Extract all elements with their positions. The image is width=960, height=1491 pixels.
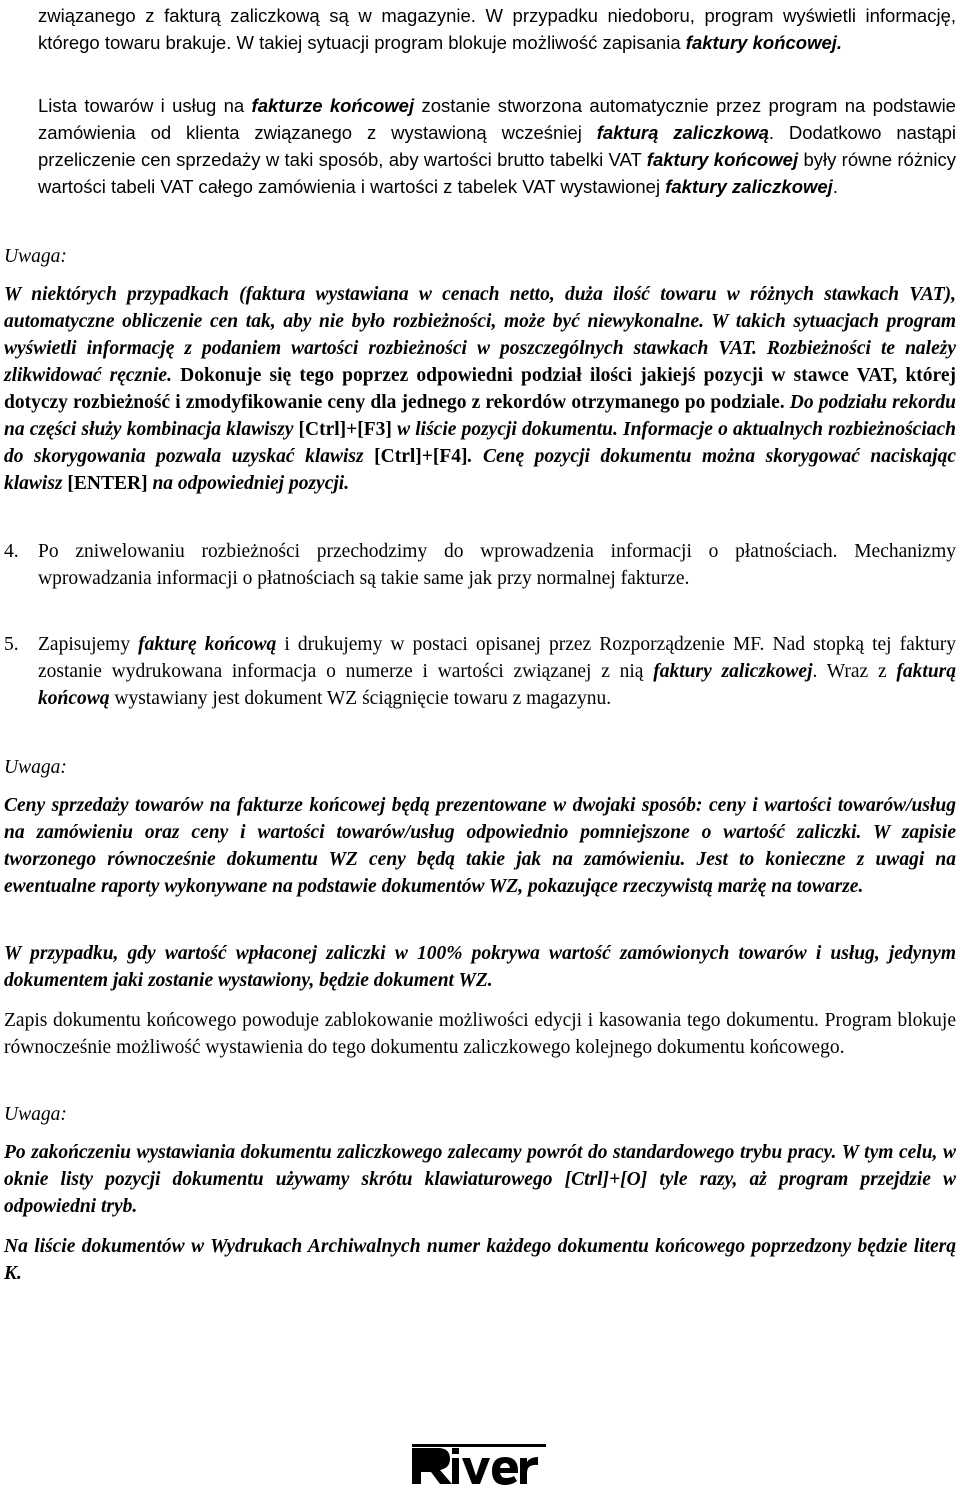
paragraph-save-lock: Zapis dokumentu końcowego powoduje zablokowanie możliwości edycji i kasowania tego dokumentu. Program blokuje równocześnie możliwość wystawienia do tego dokumentu zaliczkowego kolejnego dokumentu końcowego. <box>4 1010 956 1058</box>
note-standard-mode: Po zakończeniu wystawiania dokumentu zaliczkowego zalecamy powrót do standardowego trybu pracy. W tym celu, w oknie listy pozycji dokumentu używamy skrótu klawiaturowego [Ctrl]+[O] tyle razy, aż program przejdzie w odpowiedni tryb. <box>4 1142 956 1217</box>
note-rounding: W niektórych przypadkach (faktura wystawiana w cenach netto, duża ilość towaru w różnych stawkach VAT), automatyczne obliczenie cen tak, aby nie było rozbieżności, może być niewykonalne. W takich sytuacjach program wyświetli informację z podaniem wartości rozbieżności w poszczególnych stawkach VAT. Rozbieżności te należy zlikwidować ręcznie. Dokonuje się tego poprzez odpowiedni podział ilości jakiejś pozycji w stawce VAT, której dotyczy rozbieżność i zmodyfikowanie ceny dla jednego z rekordów otrzymanego po podziale. Do podziału rekordu na części służy kombinacja klawiszy [Ctrl]+[F3] w liście pozycji dokumentu. Informacje o aktualnych rozbieżnościach do skorygowania pozwala uzyskać klawisz [Ctrl]+[F4]. Cenę pozycji dokumentu można skorygować naciskając klawisz [ENTER] na odpowiedniej pozycji. <box>4 284 956 494</box>
list-item-4: Po zniwelowaniu rozbieżności przechodzimy do wprowadzenia informacji o płatnościach. Mechanizmy wprowadzania informacji o płatnościach są takie same jak przy normalnej fakturze. <box>38 541 956 589</box>
note-label: Uwaga: <box>4 246 67 267</box>
list-number-4: 4. <box>4 541 19 562</box>
paragraph-continuation: związanego z fakturą zaliczkową są w magazynie. W przypadku niedoboru, program wyświetli informację, którego towaru brakuje. W takiej sytuacji program blokuje możliwość zapisania faktury końcowej. <box>38 5 956 53</box>
list-number-5: 5. <box>4 634 19 655</box>
note-archive-prefix: Na liście dokumentów w Wydrukach Archiwalnych numer każdego dokumentu końcowego poprzedzony będzie literą K. <box>4 1236 956 1284</box>
list-item-5: Zapisujemy fakturę końcową i drukujemy w postaci opisanej przez Rozporządzenie MF. Nad stopką tej faktury zostanie wydrukowana informacja o numerze i wartości związanej z nią faktury zaliczkowej. Wraz z fakturą końcową wystawiany jest dokument WZ ściągnięcie towaru z magazynu. <box>38 634 957 709</box>
note-prices: Ceny sprzedaży towarów na fakturze końcowej będą prezentowane w dwojaki sposób: ceny i wartości towarów/usług na zamówieniu oraz ceny i wartości towarów/usług odpowiednio pomniejszone o wartość zaliczki. W zapisie tworzonego równocześnie dokumentu WZ ceny będą takie jak na zamówieniu. Jest to konieczne z uwagi na ewentualne raporty wykonywane na podstawie dokumentów WZ, pokazujące rzeczywistą marżę na towarze. <box>4 795 956 897</box>
paragraph-item-list: Lista towarów i usług na fakturze końcowej zostanie stworzona automatycznie przez program na podstawie zamówienia od klienta związanego z wystawioną wcześniej fakturą zaliczkową. Dodatkowo nastąpi przeliczenie cen sprzedaży w taki sposób, aby wartości brutto tabelki VAT faktury końcowej były równe różnicy wartości tabeli VAT całego zamówienia i wartości z tabelek VAT wystawionej faktury zaliczkowej. <box>38 95 957 197</box>
river-logo <box>412 1444 546 1488</box>
note-full-advance: W przypadku, gdy wartość wpłaconej zaliczki w 100% pokrywa wartość zamówionych towarów i usług, jedynym dokumentem jaki zostanie wystawiony, będzie dokument WZ. <box>4 943 956 991</box>
note-label: Uwaga: <box>4 1104 67 1125</box>
note-label: Uwaga: <box>4 757 67 778</box>
